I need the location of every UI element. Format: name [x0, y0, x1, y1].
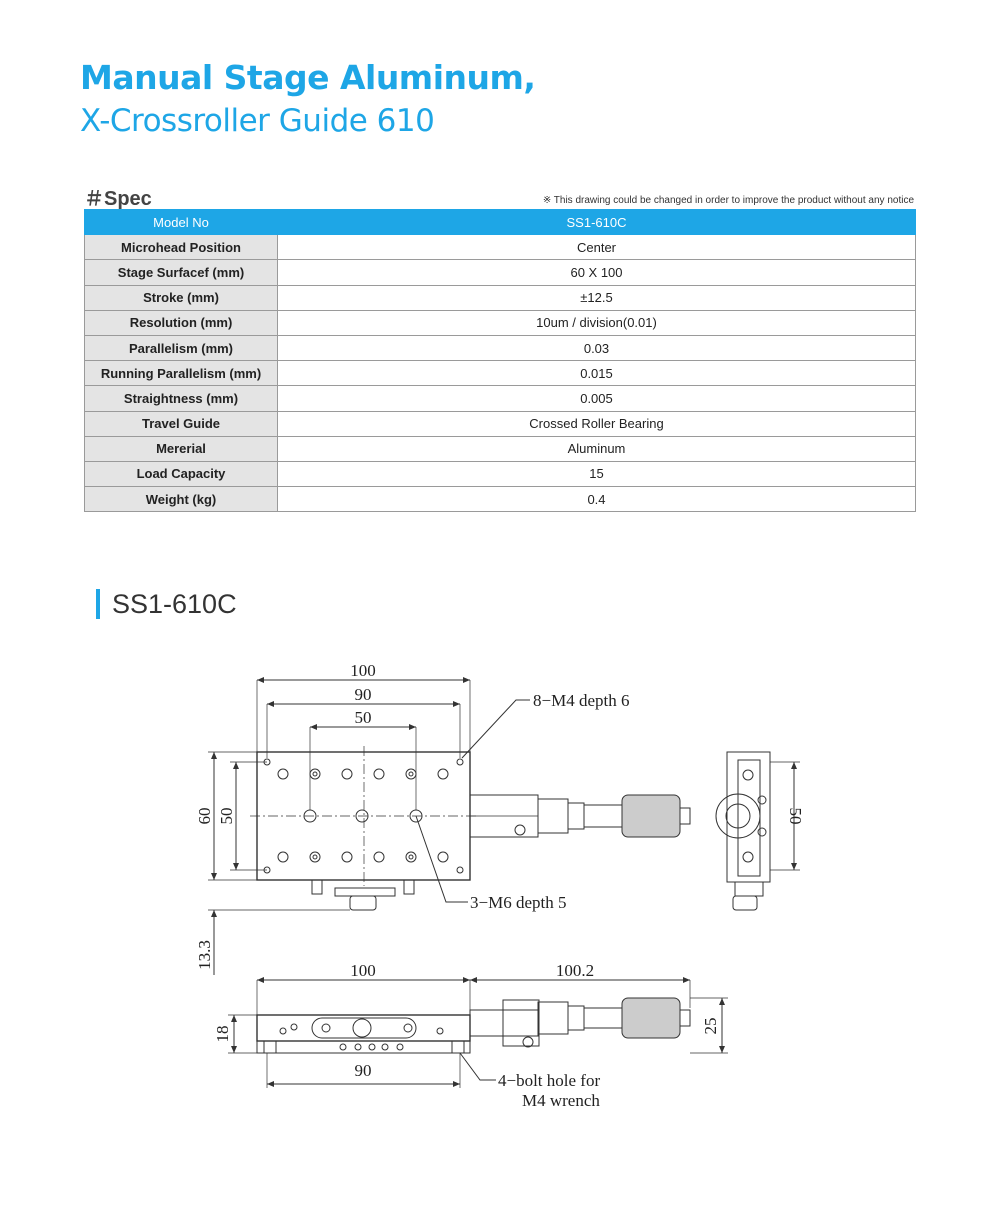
spec-heading: ＃Spec [84, 188, 152, 210]
mounting-hole [310, 852, 320, 862]
page-title-line1: Manual Stage Aluminum, [80, 58, 536, 97]
mounting-hole [342, 769, 352, 779]
spec-table [84, 209, 916, 512]
spec-row [85, 260, 916, 285]
technical-drawing [0, 640, 1000, 1140]
spec-row-label: Load Capacity [85, 461, 278, 486]
spec-row-label: Straightness (mm) [85, 386, 278, 411]
dim-height: 60 [195, 807, 214, 825]
spec-row [85, 361, 916, 386]
spec-row-label: Weight (kg) [85, 487, 278, 512]
spec-row-label: Travel Guide [85, 411, 278, 436]
spec-row-value: 0.005 [278, 386, 916, 411]
spec-row-label: Mererial [85, 436, 278, 461]
spec-row [85, 285, 916, 310]
dim-thickness: 18 [213, 1025, 232, 1043]
dim-width: 100 [350, 661, 376, 680]
mounting-hole [406, 852, 416, 862]
spec-header-value: SS1-610C [278, 210, 916, 235]
spec-row-value: ±12.5 [278, 285, 916, 310]
spec-row-value: Center [278, 235, 916, 260]
dim-side-50: 50 [786, 807, 805, 825]
dim-hole-pitch: 90 [354, 685, 372, 704]
spec-row [85, 461, 916, 486]
spec-row-label: Running Parallelism (mm) [85, 361, 278, 386]
spec-row [85, 235, 916, 260]
mounting-hole [457, 867, 463, 873]
section-title: SS1-610C [96, 589, 237, 619]
spec-row-label: Parallelism (mm) [85, 335, 278, 360]
mounting-hole [438, 852, 448, 862]
spec-row [85, 335, 916, 360]
spec-row-label: Microhead Position [85, 235, 278, 260]
mounting-hole [406, 769, 416, 779]
spec-header-row [85, 210, 916, 235]
note-bolt-line2: M4 wrench [522, 1091, 600, 1110]
note-m6: 3−M6 depth 5 [470, 893, 567, 912]
note-bolt-line1: 4−bolt hole for [498, 1071, 601, 1090]
mounting-hole [313, 772, 317, 776]
dim-center-pitch: 50 [354, 708, 372, 727]
spec-row-value: Crossed Roller Bearing [278, 411, 916, 436]
mounting-hole [374, 769, 384, 779]
spec-row-value: 15 [278, 461, 916, 486]
spec-row [85, 386, 916, 411]
spec-row-value: 0.4 [278, 487, 916, 512]
mounting-hole [313, 855, 317, 859]
mounting-hole [438, 769, 448, 779]
spec-row-label: Stroke (mm) [85, 285, 278, 310]
mounting-hole [310, 769, 320, 779]
spec-row [85, 487, 916, 512]
spec-row [85, 411, 916, 436]
spec-row-value: 0.015 [278, 361, 916, 386]
mounting-hole [409, 772, 413, 776]
spec-row [85, 310, 916, 335]
dim-total-height: 25 [701, 1017, 720, 1035]
page-title-line2: X-Crossroller Guide 610 [80, 103, 435, 139]
spec-row-value: 10um / division(0.01) [278, 310, 916, 335]
spec-row-label: Resolution (mm) [85, 310, 278, 335]
spec-row-value: 0.03 [278, 335, 916, 360]
spec-notice: ※ This drawing could be changed in order to improve the product without any notice [542, 195, 914, 206]
spec-row-value: 60 X 100 [278, 260, 916, 285]
mounting-hole [278, 769, 288, 779]
spec-header-label: Model No [85, 210, 278, 235]
mounting-hole [409, 855, 413, 859]
dim-offset: 13.3 [195, 940, 214, 970]
mounting-hole [374, 852, 384, 862]
spec-row [85, 436, 916, 461]
dim-micrometer: 100.2 [555, 961, 595, 980]
mounting-hole [457, 759, 463, 765]
spec-row-value: Aluminum [278, 436, 916, 461]
dim-bottom-pitch: 90 [354, 1061, 372, 1080]
note-m4: 8−M4 depth 6 [533, 691, 630, 710]
mounting-hole [342, 852, 352, 862]
mounting-hole [278, 852, 288, 862]
dim-bottom-width: 100 [350, 961, 376, 980]
spec-row-label: Stage Surfacef (mm) [85, 260, 278, 285]
dim-height-inner: 50 [217, 807, 236, 825]
